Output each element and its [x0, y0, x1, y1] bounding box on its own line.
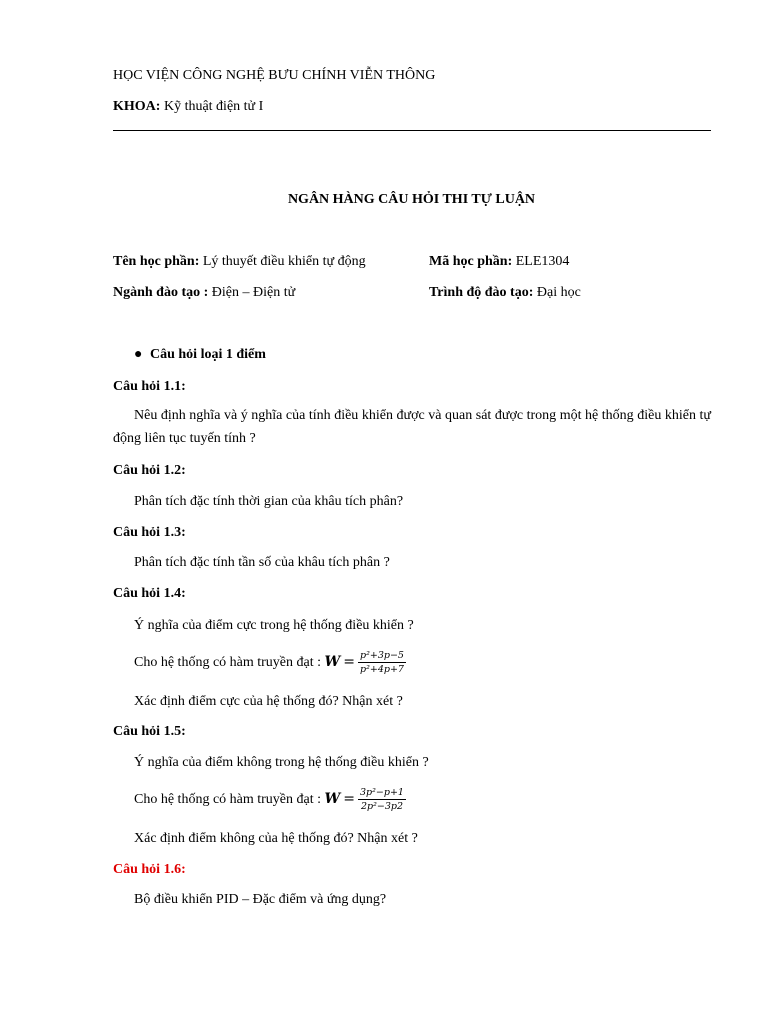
- bullet-icon: ●: [134, 347, 143, 362]
- question-1-3-text: Phân tích đặc tính tần số của khâu tích phân ?: [134, 555, 390, 570]
- major-value: Điện – Điện tử: [208, 285, 296, 300]
- question-1-6-label: Câu hỏi 1.6:: [113, 862, 186, 877]
- question-1-4-label: Câu hỏi 1.4:: [113, 586, 186, 601]
- major: [113, 284, 295, 302]
- question-1-2-label: Câu hỏi 1.2:: [113, 463, 186, 478]
- math-equals: =: [343, 654, 355, 670]
- math-w: W: [324, 791, 341, 807]
- fraction-numerator: p²+3p−5: [360, 650, 404, 662]
- question-1-3-label: Câu hỏi 1.3:: [113, 525, 186, 540]
- question-1-5-label: Câu hỏi 1.5:: [113, 724, 186, 739]
- course-name-value: Lý thuyết điều khiển tự động: [199, 254, 366, 269]
- course-name: [113, 253, 366, 271]
- question-1-6-text: Bộ điều khiển PID – Đặc điểm và ứng dụng?: [134, 892, 387, 907]
- faculty-line: [113, 98, 263, 116]
- question-1-1-text: Nêu định nghĩa và ý nghĩa của tính điều khiển được và quan sát được trong một hệ thống điều khiển tự động liên tục tuyến tính ?: [113, 408, 711, 446]
- fraction: [358, 787, 406, 812]
- course-code-value: ELE1304: [512, 254, 570, 269]
- course-code: [429, 253, 569, 271]
- fraction-denominator: p²+4p+7: [360, 664, 404, 676]
- question-1-5-line3: Xác định điểm không của hệ thống đó? Nhận xét ?: [134, 831, 418, 846]
- question-1-1-label: Câu hỏi 1.1:: [113, 379, 186, 394]
- question-1-4-line3: Xác định điểm cực của hệ thống đó? Nhận xét ?: [134, 694, 403, 709]
- math-w: W: [324, 654, 341, 670]
- header-divider: [113, 130, 711, 131]
- question-1-4-transfer-function: [134, 648, 406, 677]
- question-1-4-line2-prefix: Cho hệ thống có hàm truyền đạt :: [134, 655, 325, 670]
- fraction-denominator: 2p²−3p2: [360, 801, 404, 813]
- question-1-5-line1: Ý nghĩa của điểm không trong hệ thống điều khiển ?: [134, 755, 429, 770]
- course-code-label: Mã học phần:: [429, 254, 513, 269]
- section-heading: [134, 346, 266, 364]
- faculty-label: KHOA:: [113, 99, 161, 114]
- question-1-2-text: Phân tích đặc tính thời gian của khâu tích phân?: [134, 494, 404, 509]
- faculty-value: Kỹ thuật điện tử I: [160, 99, 264, 114]
- course-name-label: Tên học phần:: [113, 254, 200, 269]
- fraction-numerator: 3p²−p+1: [360, 787, 404, 799]
- section-title: Câu hỏi loại 1 điểm: [150, 347, 266, 362]
- fraction: [358, 650, 406, 675]
- major-label: Ngành đào tạo :: [113, 285, 209, 300]
- question-1-5-line2-prefix: Cho hệ thống có hàm truyền đạt :: [134, 792, 325, 807]
- level-value: Đại học: [533, 285, 581, 300]
- question-1-4-line1: Ý nghĩa của điểm cực trong hệ thống điều khiển ?: [134, 618, 414, 633]
- institute-name: HỌC VIỆN CÔNG NGHỆ BƯU CHÍNH VIỄN THÔNG: [113, 68, 436, 83]
- training-level: [429, 284, 581, 302]
- question-1-5-transfer-function: [134, 785, 406, 814]
- document-title: NGÂN HÀNG CÂU HỎI THI TỰ LUẬN: [287, 192, 536, 207]
- level-label: Trình độ đào tạo:: [429, 285, 534, 300]
- math-equals: =: [343, 791, 355, 807]
